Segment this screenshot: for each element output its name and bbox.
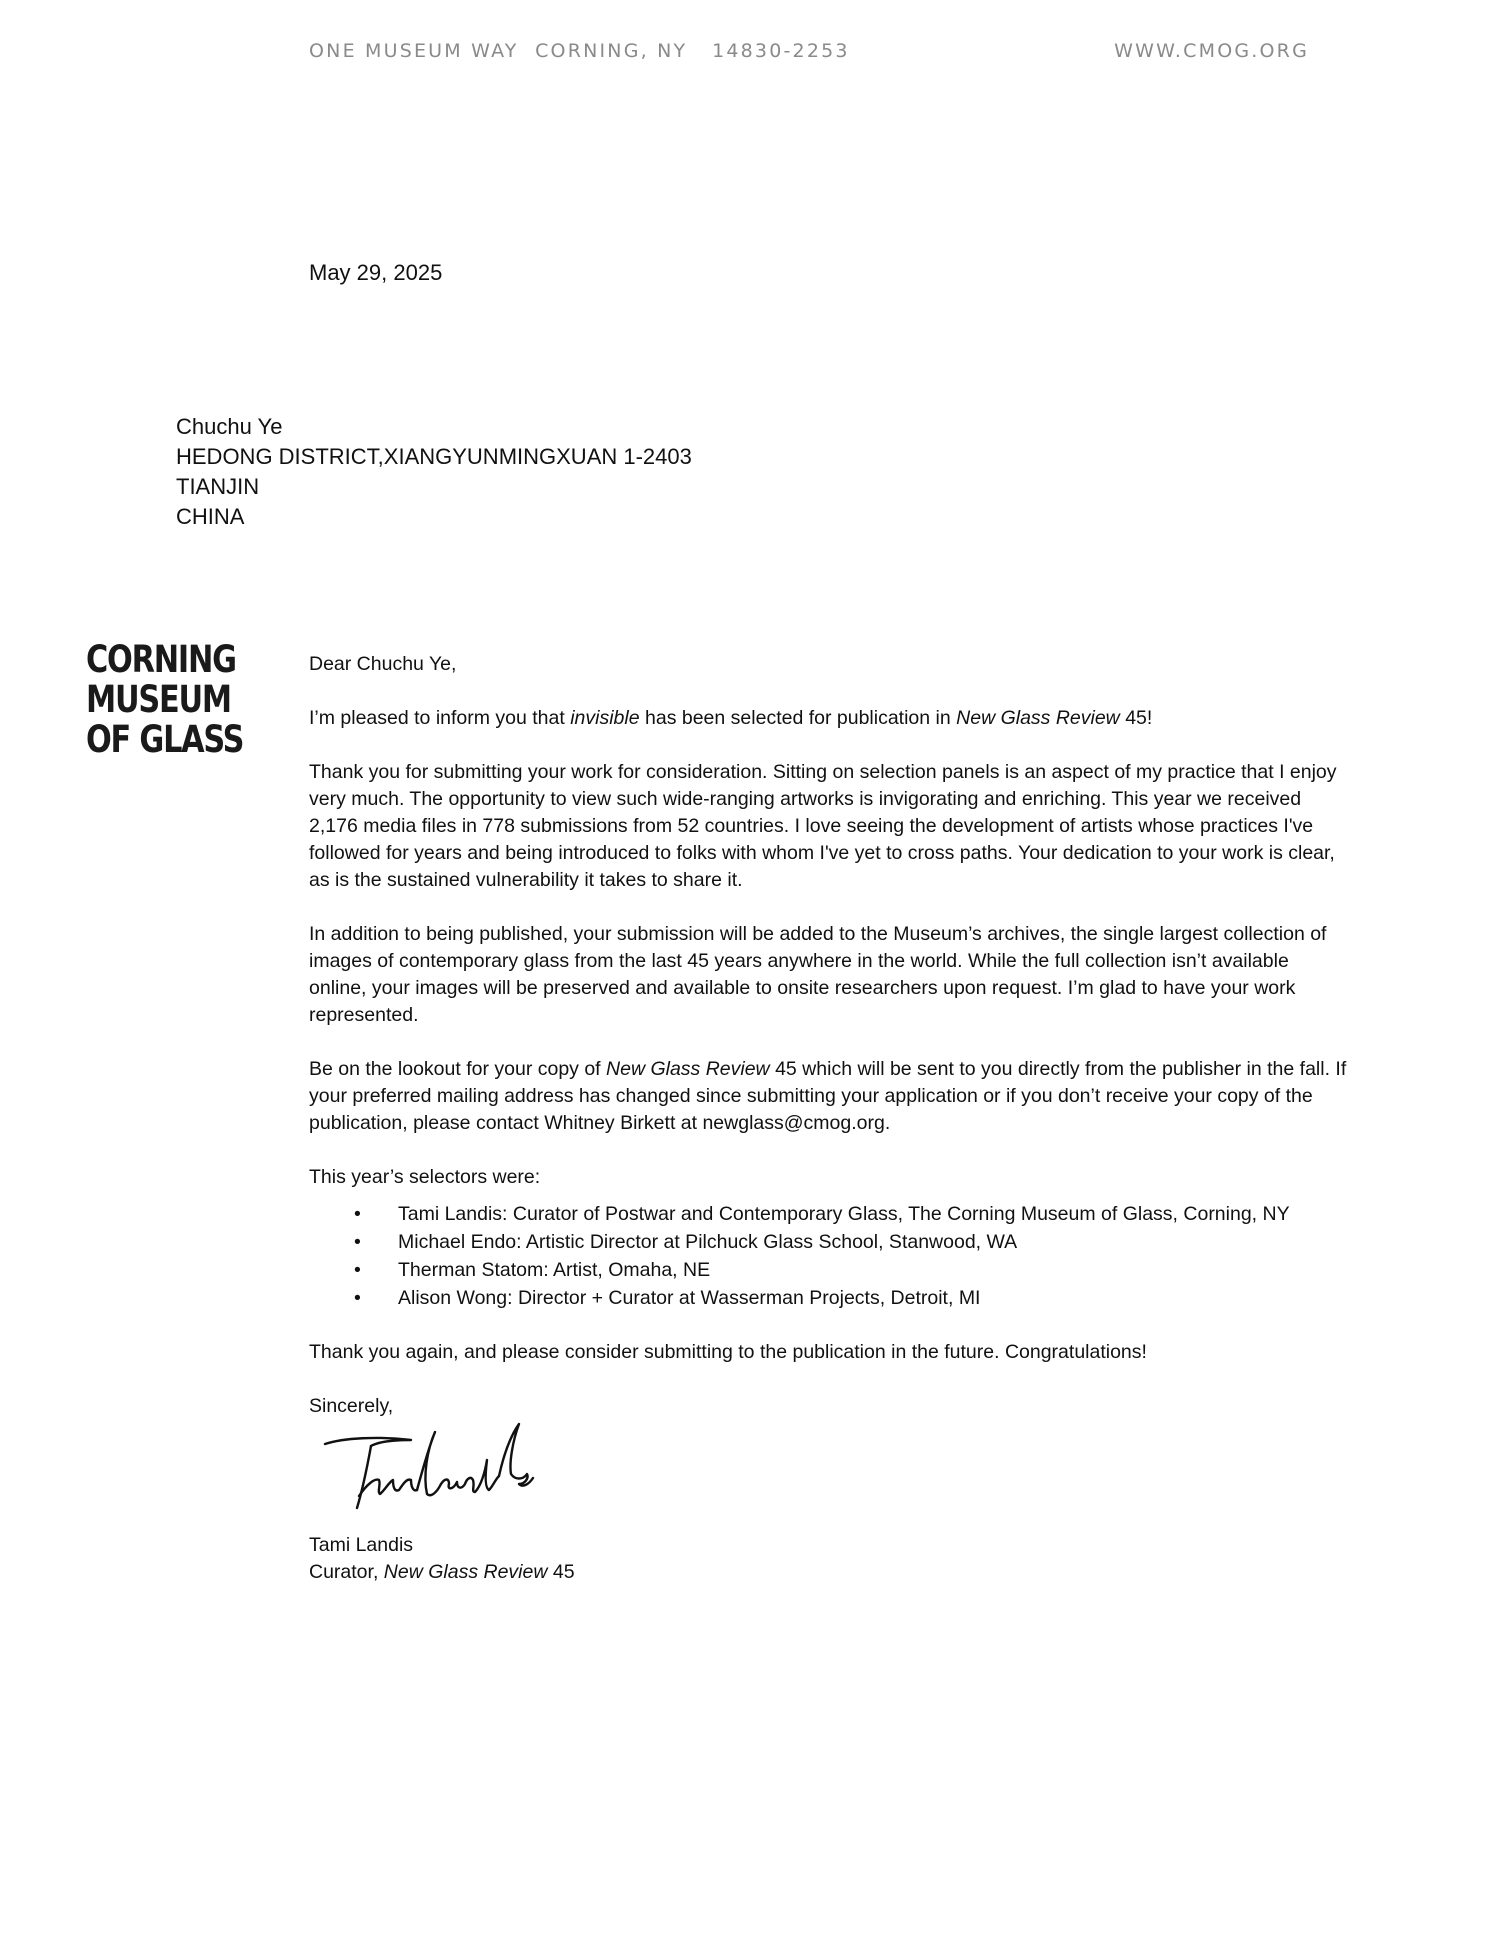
- recipient-street: HEDONG DISTRICT,XIANGYUNMINGXUAN 1-2403: [176, 444, 692, 469]
- letterhead-address: ONE MUSEUM WAY CORNING, NY 14830-2253: [309, 40, 850, 62]
- signer-name: Tami Landis: [309, 1534, 414, 1556]
- letterhead-website: WWW.CMOG.ORG: [1114, 40, 1309, 62]
- selector-text: Michael Endo: Artistic Director at Pilchuck Glass School, Stanwood, WA: [398, 1231, 1018, 1253]
- bullet-icon: •: [354, 1203, 361, 1225]
- intro-text-3: 45!: [1119, 707, 1153, 729]
- valediction: Sincerely,: [309, 1395, 394, 1417]
- intro-paragraph: [309, 705, 1349, 732]
- selectors-intro: This year’s selectors were:: [309, 1166, 541, 1188]
- signer-title: [309, 1559, 1349, 1586]
- list-item: [309, 1284, 1349, 1312]
- work-title: invisible: [570, 707, 640, 729]
- recipient-city: TIANJIN: [176, 474, 260, 499]
- lookout-text-2: 45 which will be sent to you directly from the publisher in the fall. If your preferred mailing address has changed since submitting your application or if you don’t receive your copy of the publication, please contact Whitney Birkett at newglass@cmog.org.: [309, 1058, 1347, 1134]
- bullet-icon: •: [354, 1287, 361, 1309]
- letterhead: [309, 40, 1309, 70]
- lookout-publication-name: New Glass Review: [606, 1058, 770, 1080]
- intro-text-2: has been selected for publication in: [639, 707, 957, 729]
- publication-name: New Glass Review: [956, 707, 1120, 729]
- letter-date: May 29, 2025: [309, 260, 443, 285]
- intro-text-1: I’m pleased to inform you that: [309, 707, 571, 729]
- list-item: [309, 1228, 1349, 1256]
- bullet-icon: •: [354, 1231, 361, 1253]
- lookout-text-1: Be on the lookout for your copy of: [309, 1058, 607, 1080]
- logo-line-3: OF GLASS: [86, 718, 244, 761]
- signer-title-prefix: Curator,: [309, 1561, 384, 1583]
- archive-paragraph: In addition to being published, your submission will be added to the Museum’s archives, the single largest collection of images of contemporary glass from the last 45 years anywhere in the world. While the full collection isn’t available online, your images will be preserved and available to onsite researchers upon request. I’m glad to have your work represented.: [309, 923, 1327, 1026]
- selector-text: Alison Wong: Director + Curator at Wasserman Projects, Detroit, MI: [398, 1287, 981, 1309]
- corning-museum-logo: [86, 640, 243, 760]
- handwritten-signature: [323, 1418, 553, 1528]
- signer-publication: New Glass Review: [383, 1561, 548, 1583]
- signature-drawing: [323, 1418, 553, 1528]
- letter-body: [309, 651, 1349, 1586]
- closing-paragraph: Thank you again, and please consider submitting to the publication in the future. Congratulations!: [309, 1341, 1147, 1363]
- list-item: [309, 1256, 1349, 1284]
- signoff-block: [309, 1532, 1349, 1586]
- logo-line-2: MUSEUM: [86, 678, 231, 721]
- recipient-country: CHINA: [176, 504, 245, 529]
- selector-text: Tami Landis: Curator of Postwar and Contemporary Glass, The Corning Museum of Glass, Corning, NY: [398, 1203, 1290, 1225]
- selector-text: Therman Statom: Artist, Omaha, NE: [398, 1259, 711, 1281]
- recipient-name: Chuchu Ye: [176, 414, 283, 439]
- recipient-address-block: [176, 412, 692, 532]
- thanks-paragraph: Thank you for submitting your work for consideration. Sitting on selection panels is an aspect of my practice that I enjoy very much. The opportunity to view such wide-ranging artworks is invigorating and enriching. This year we received 2,176 media files in 778 submissions from 52 countries. I love seeing the development of artists whose practices I've followed for years and being introduced to folks with whom I've yet to cross paths. Your dedication to your work is clear, as is the sustained vulnerability it takes to share it.: [309, 761, 1337, 891]
- lookout-paragraph: [309, 1056, 1349, 1137]
- salutation: Dear Chuchu Ye,: [309, 653, 457, 675]
- logo-line-1: CORNING: [86, 638, 236, 681]
- signer-issue: 45: [547, 1561, 575, 1583]
- list-item: [309, 1200, 1349, 1228]
- bullet-icon: •: [354, 1259, 361, 1281]
- selectors-list: [309, 1191, 1349, 1312]
